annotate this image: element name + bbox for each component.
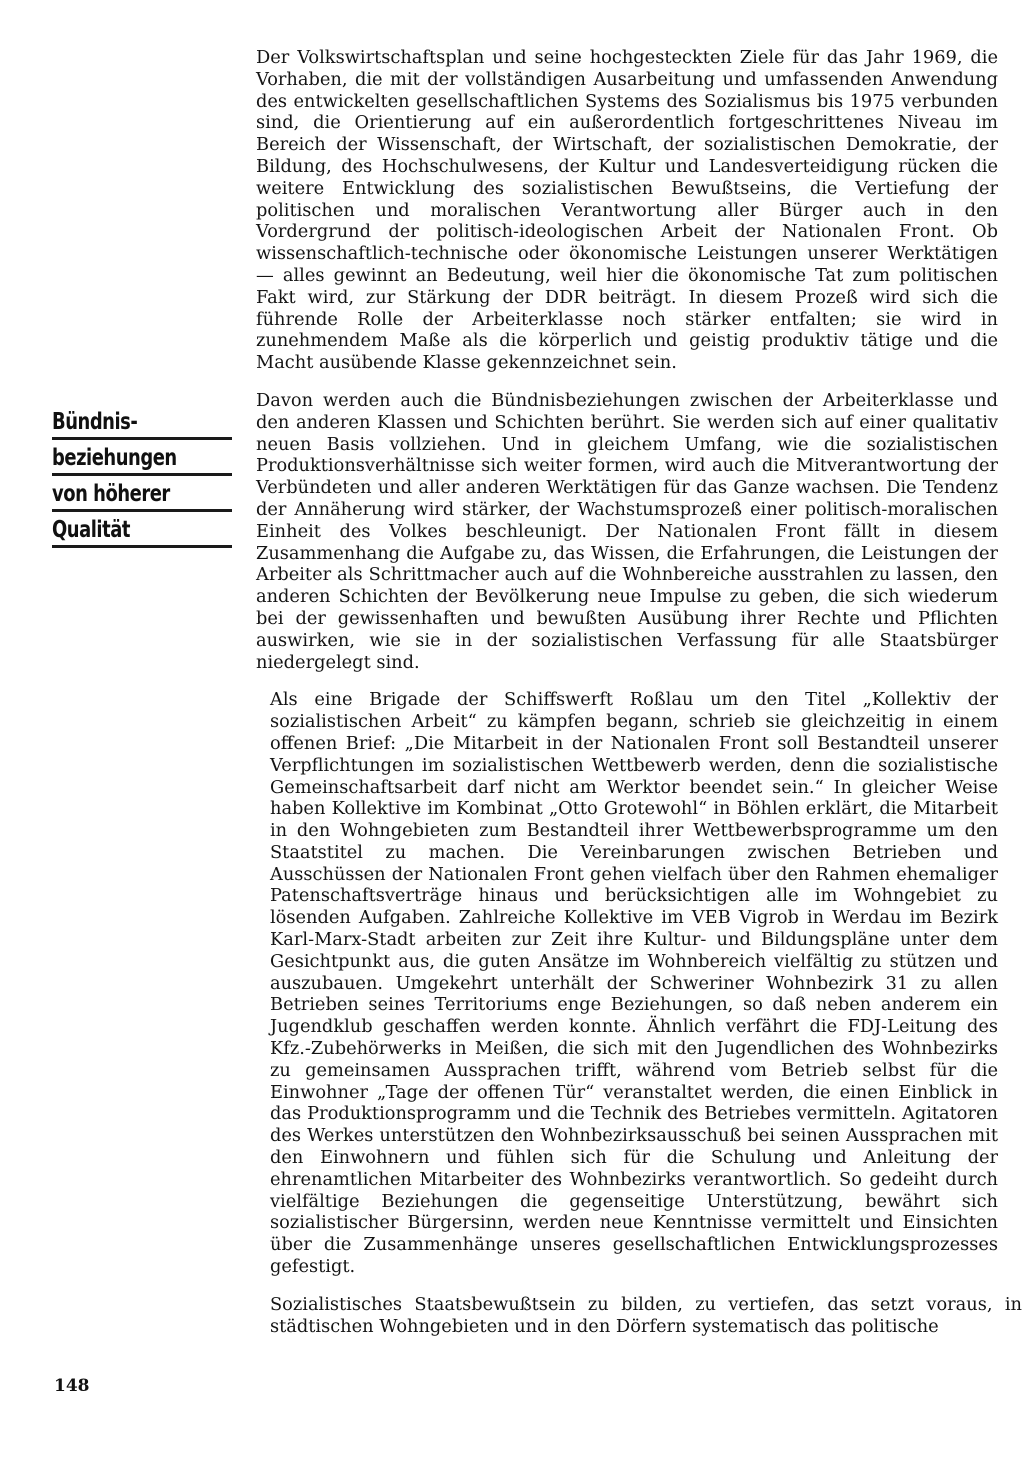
heading-underline xyxy=(52,437,232,440)
paragraph: Der Volkswirtschaftsplan und seine hochgesteckten Ziele für das Jahr 1969, die Vorhaben, die mit der vollständigen Ausarbeitung und umfassenden Anwendung des entwickelten gesellschaftlichen Systems des Sozialismus bis 1975 verbunden sind, die Orientierung auf ein außerordentlich fortgeschrittenes Niveau im Bereich der Wissenschaft, der Wirtschaft, der sozialistischen Demokratie, der Bildung, des Hochschulwesens, der Kultur und Landesverteidigung rücken die weitere Entwicklung des sozialistischen Bewußtseins, die Vertiefung der politischen und moralischen Verantwortung aller Bürger auch in den Vordergrund der politisch-ideologischen Arbeit der Nationalen Front. Ob wissenschaftlich-technische oder ökonomische Leistungen unserer Werktätigen — alles gewinnt an Bedeutung, weil hier die ökonomische Tat zum politischen Fakt wird, zur Stärkung der DDR beiträgt. In diesem Prozeß wird sich die führende Rolle der Arbeiterklasse noch stärker entfalten; sie wird in zunehmendem Maße als die körperlich und geistig produktiv tätige und die Macht ausübende Klasse gekennzeichnet sein. xyxy=(256,47,998,374)
marginal-heading-line: Bündnis- xyxy=(52,409,138,435)
marginal-heading-line: Qualität xyxy=(52,517,130,543)
body-text-column xyxy=(256,47,1022,1337)
marginal-heading-line: von höherer xyxy=(52,481,170,507)
heading-underline xyxy=(52,545,232,548)
marginal-heading xyxy=(52,408,232,552)
page-number: 148 xyxy=(54,1376,90,1396)
paragraph: Davon werden auch die Bündnisbeziehungen zwischen der Arbeiterklasse und den anderen Klassen und Schichten berührt. Sie werden sich auf einer qualitativ neuen Basis vollziehen. Und in gleichem Umfang, wie die sozialistischen Produktionsverhältnisse sich weiter formen, wird auch die Mitverantwortung der Verbündeten und aller anderen Werktätigen für das Ganze wachsen. Die Tendenz der Annäherung wird stärker, der Wachstumsprozeß einer politisch-moralischen Einheit des Volkes beschleunigt. Der Nationalen Front fällt in diesem Zusammenhang die Aufgabe zu, das Wissen, die Erfahrungen, die Leistungen der Arbeiter als Schrittmacher auch auf die Wohnbereiche ausstrahlen zu lassen, den anderen Schichten der Bevölkerung neue Impulse zu geben, die sich wiederum bei der gewissenhaften und bewußten Ausübung ihrer Rechte und Pflichten auswirken, wie sie in der sozialistischen Verfassung für alle Staatsbürger niedergelegt sind. xyxy=(256,389,998,673)
paragraph: Sozialistisches Staatsbewußtsein zu bilden, zu vertiefen, das setzt voraus, in städtischen Wohngebieten und in den Dörfern systematisch das politische xyxy=(270,1293,1022,1337)
marginal-heading-line: beziehungen xyxy=(52,445,177,471)
heading-underline xyxy=(52,509,232,512)
heading-underline xyxy=(52,473,232,476)
paragraph: Als eine Brigade der Schiffswerft Roßlau um den Titel „Kollektiv der sozialistischen Arbeit“ zu kämpfen begann, schrieb sie gleichzeitig in einem offenen Brief: „Die Mitarbeit in der Nationalen Front soll Bestandteil unserer Verpflichtungen im sozialistischen Wettbewerb werden, denn die sozialistische Gemeinschaftsarbeit darf nicht am Werktor beendet sein.“ In gleicher Weise haben Kollektive im Kombinat „Otto Grotewohl“ in Böhlen erklärt, die Mitarbeit in den Wohngebieten zum Bestandteil ihrer Wettbewerbsprogramme um den Staatstitel zu machen. Die Vereinbarungen zwischen Betrieben und Ausschüssen der Nationalen Front gehen vielfach über den Rahmen ehemaliger Patenschaftsverträge hinaus und berücksichtigen alle im Wohngebiet zu lösenden Aufgaben. Zahlreiche Kollektive im VEB Vigrob in Werdau im Bezirk Karl-Marx-Stadt arbeiten zur Zeit ihre Kultur- und Bildungspläne unter dem Gesichtpunkt aus, die guten Ansätze im Wohnbereich vielfältig zu stützen und auszubauen. Umgekehrt unterhält der Schweriner Wohnbezirk 31 zu allen Betrieben seines Territoriums enge Beziehungen, so daß neben anderem ein Jugendklub geschaffen werden konnte. Ähnlich verfährt die FDJ-Leitung des Kfz.-Zubehörwerks in Meißen, die sich mit den Jugendlichen des Wohnbezirks zu gemeinsamen Aussprachen trifft, während vom Betrieb selbst für die Einwohner „Tage der offenen Tür“ veranstaltet werden, die einen Einblick in das Produktionsprogramm und die Technik des Betriebes vermitteln. Agitatoren des Werkes unterstützen den Wohnbezirksausschuß bei seinen Aussprachen mit den Einwohnern und fühlen sich für die Schulung und Anleitung der ehrenamtlichen Mitarbeiter des Wohnbezirks verantwortlich. So gedeiht durch vielfältige Beziehungen die gegenseitige Unterstützung, bewährt sich sozialistischer Bürgersinn, werden neue Kenntnisse vermittelt und Einsichten über die Zusammenhänge unseres gesellschaftlichen Entwicklungsprozesses gefestigt. xyxy=(270,689,998,1278)
